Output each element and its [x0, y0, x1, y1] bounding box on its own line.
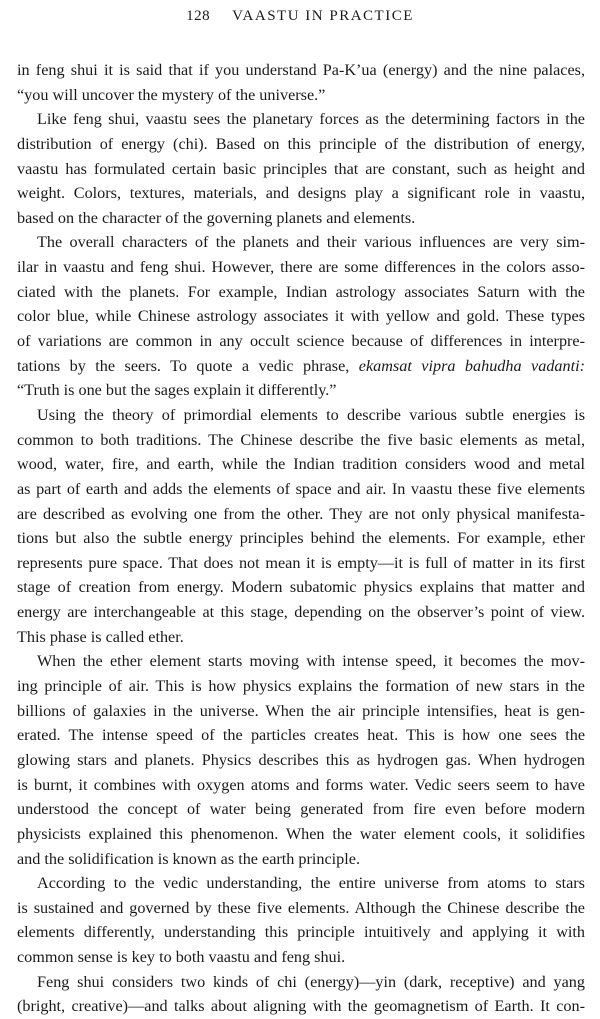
text-line: When the ether element starts moving with intense speed, it becomes the mov- [37, 652, 585, 671]
text-line: physicists explained this phenomenon. When the water element cools, it solidifies [17, 824, 585, 843]
text-line: wood, water, fire, and earth, while the Indian tradition considers wood and metal [17, 455, 585, 474]
text-line: distribution of energy (chi). Based on this principle of the distribution of energy, [17, 134, 585, 153]
body-text [17, 58, 585, 1019]
text-line: are described as evolving one from the other. They are not only physical manifesta- [17, 504, 585, 523]
text-line: energy are interchangeable at this stage, depending on the observer’s point of view. [17, 603, 585, 622]
text-line: and the solidification is known as the earth principle. [17, 849, 360, 868]
sanskrit-phrase: ekamsat vipra bahudha vadanti: [358, 356, 585, 375]
text-line: vaastu has formulated certain basic principles that are constant, such as height and [17, 159, 585, 178]
text-line: “Truth is one but the sages explain it differently.” [17, 381, 337, 400]
text-line: glowing stars and planets. Physics describes this as hydrogen gas. When hydrogen [17, 750, 585, 769]
text-line: common to both traditions. The Chinese describe the five basic elements as metal, [17, 430, 585, 449]
text-line: Using the theory of primordial elements to describe various subtle energies is [37, 405, 585, 424]
text-line: billions of galaxies in the universe. When the air principle intensifies, heat is gen- [17, 701, 585, 720]
text-line: This phase is called ether. [17, 627, 184, 646]
text-line: (bright, creative)—and talks about aligning with the geomagnetism of Earth. It con- [17, 997, 585, 1016]
text-line: color blue, while Chinese astrology associates it with yellow and gold. These types [17, 307, 585, 326]
running-head [0, 8, 600, 25]
text-line: common sense is key to both vaastu and feng shui. [17, 948, 346, 967]
text-line: represents pure space. That does not mean it is empty—it is full of matter in its first [17, 553, 585, 572]
text-line: ciated with the planets. For example, Indian astrology associates Saturn with the [17, 282, 585, 301]
text-line: ing principle of air. This is how physics explains the formation of new stars in the [17, 677, 585, 696]
text-line: is sustained and governed by these five elements. Although the Chinese describe the [17, 898, 585, 917]
page-number: 128 [186, 8, 211, 24]
text-line: as part of earth and adds the elements of space and air. In vaastu these five elements [17, 479, 585, 498]
text-line: understood the concept of water being generated from fire even before modern [17, 800, 585, 819]
text-line: tations by the seers. To quote a vedic phrase, ekamsat vipra bahudha vadanti: [17, 356, 585, 375]
text-line: “you will uncover the mystery of the universe.” [17, 85, 326, 104]
text-line: in feng shui it is said that if you understand Pa-K’ua (energy) and the nine palaces, [17, 61, 585, 79]
text-line: of variations are common in any occult science because of differences in interpre- [17, 332, 585, 351]
text-line: ilar in vaastu and feng shui. However, there are some differences in the colors asso- [17, 258, 585, 277]
text-line: Like feng shui, vaastu sees the planetary forces as the determining factors in the [37, 110, 585, 129]
text-line: weight. Colors, textures, materials, and designs play a significant role in vaastu, [17, 184, 585, 203]
text-line: According to the vedic understanding, the entire universe from atoms to stars [37, 874, 585, 893]
text-line: tions but also the subtle energy principles behind the elements. For example, ether [17, 529, 585, 548]
text-line: is burnt, it combines with oxygen atoms and forms water. Vedic seers seem to have [17, 775, 585, 794]
text-line: elements differently, understanding this principle intuitively and applying it with [17, 923, 585, 942]
text-line: Feng shui considers two kinds of chi (energy)—yin (dark, receptive) and yang [37, 972, 585, 991]
text-line: The overall characters of the planets and their various influences are very sim- [37, 233, 585, 252]
text-line: stage of creation from energy. Modern subatomic physics explains that matter and [17, 578, 585, 597]
text-line: erated. The intense speed of the particles creates heat. This is how one sees the [17, 726, 585, 745]
text-line: based on the character of the governing planets and elements. [17, 208, 416, 227]
running-title: VAASTU IN PRACTICE [232, 8, 414, 24]
